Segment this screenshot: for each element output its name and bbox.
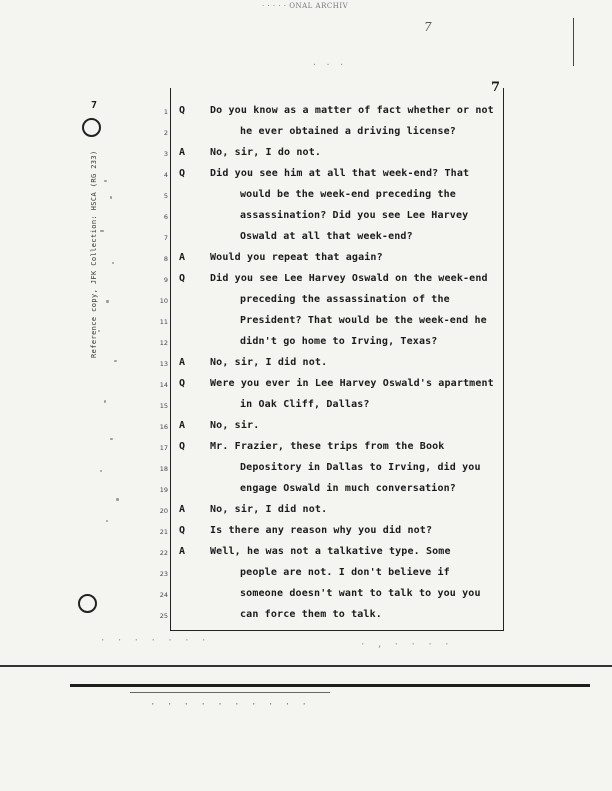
line-number: 2 xyxy=(163,129,168,137)
line-number: 8 xyxy=(163,255,168,263)
transcript-line xyxy=(0,398,612,418)
line-text: No, sir, I did not. xyxy=(210,504,328,515)
transcript-line xyxy=(0,566,612,586)
line-number: 3 xyxy=(163,150,168,158)
line-text: Oswald at all that week-end? xyxy=(240,231,413,242)
speaker-label: Q xyxy=(179,168,186,179)
transcript-line xyxy=(0,188,612,208)
corner-mark: 7 xyxy=(424,20,432,34)
line-number: 22 xyxy=(159,549,168,557)
line-number: 20 xyxy=(159,507,168,515)
line-number: 7 xyxy=(163,234,168,242)
line-number: 19 xyxy=(159,486,168,494)
speaker-label: A xyxy=(179,504,186,515)
line-number: 24 xyxy=(159,591,168,599)
line-number: 9 xyxy=(163,276,168,284)
transcript-line xyxy=(0,209,612,229)
line-text: No, sir, I did not. xyxy=(210,357,328,368)
line-number: 5 xyxy=(163,192,168,200)
line-number: 4 xyxy=(163,171,168,179)
line-text: Well, he was not a talkative type. Some xyxy=(210,546,451,557)
line-text: Depository in Dallas to Irving, did you xyxy=(240,462,481,473)
transcript-line xyxy=(0,482,612,502)
speaker-label: A xyxy=(179,357,186,368)
transcript-line xyxy=(0,503,612,523)
transcript-line xyxy=(0,440,612,460)
line-text: can force them to talk. xyxy=(240,609,382,620)
line-text: in Oak Cliff, Dallas? xyxy=(240,399,370,410)
side-reference-label: Reference copy, JFK Collection: HSCA (RG 233) xyxy=(90,150,98,358)
line-text: didn't go home to Irving, Texas? xyxy=(240,336,438,347)
transcript-line xyxy=(0,524,612,544)
line-number: 12 xyxy=(159,339,168,347)
line-text: No, sir. xyxy=(210,420,260,431)
line-number: 16 xyxy=(159,423,168,431)
line-text: Did you see him at all that week-end? That xyxy=(210,168,470,179)
line-text: someone doesn't want to talk to you you xyxy=(240,588,481,599)
scan-rule-1 xyxy=(0,665,612,667)
transcript-line xyxy=(0,293,612,313)
line-number: 14 xyxy=(159,381,168,389)
scan-noise-right: · , · · · · xyxy=(360,640,453,650)
transcript-line xyxy=(0,125,612,145)
transcript-line xyxy=(0,587,612,607)
scan-noise-top: · · · · · · · xyxy=(100,636,210,646)
line-text: people are not. I don't believe if xyxy=(240,567,450,578)
line-text: assassination? Did you see Lee Harvey xyxy=(240,210,469,221)
line-text: preceding the assassination of the xyxy=(240,294,450,305)
speaker-label: A xyxy=(179,420,186,431)
line-number: 1 xyxy=(163,108,168,116)
line-text: would be the week-end preceding the xyxy=(240,189,456,200)
right-page-number: 7 xyxy=(491,80,501,95)
line-text: Would you repeat that again? xyxy=(210,252,383,263)
speaker-label: A xyxy=(179,252,186,263)
transcript-frame-bottom xyxy=(170,630,504,631)
transcript-line xyxy=(0,545,612,565)
transcript-line xyxy=(0,167,612,187)
transcript-line xyxy=(0,104,612,124)
transcript-line xyxy=(0,251,612,271)
scan-edge-line xyxy=(573,18,574,66)
transcript-line xyxy=(0,461,612,481)
line-number: 15 xyxy=(159,402,168,410)
scan-noise-bottom: · · · · · · · · · · xyxy=(150,700,310,710)
left-page-number: 7 xyxy=(91,100,98,111)
transcript-line xyxy=(0,419,612,439)
line-text: Is there any reason why you did not? xyxy=(210,525,433,536)
line-number: 11 xyxy=(159,318,168,326)
speaker-label: Q xyxy=(179,441,186,452)
transcript-line xyxy=(0,146,612,166)
speaker-label: Q xyxy=(179,273,186,284)
transcript-line xyxy=(0,314,612,334)
line-number: 6 xyxy=(163,213,168,221)
line-text: he ever obtained a driving license? xyxy=(240,126,456,137)
archive-stamp: · · · · · ONAL ARCHIV xyxy=(262,2,349,10)
line-text: Were you ever in Lee Harvey Oswald's apartment xyxy=(210,378,494,389)
header-scribble: · · · xyxy=(312,60,347,69)
transcript-line xyxy=(0,377,612,397)
transcript-line xyxy=(0,335,612,355)
line-number: 10 xyxy=(159,297,168,305)
speaker-label: A xyxy=(179,546,186,557)
line-number: 25 xyxy=(159,612,168,620)
speaker-label: Q xyxy=(179,378,186,389)
scan-rule-3 xyxy=(130,692,330,693)
line-text: Do you know as a matter of fact whether or not xyxy=(210,105,494,116)
speaker-label: Q xyxy=(179,105,186,116)
transcript-line xyxy=(0,272,612,292)
line-text: Did you see Lee Harvey Oswald on the week-end xyxy=(210,273,488,284)
speaker-label: Q xyxy=(179,525,186,536)
line-text: No, sir, I do not. xyxy=(210,147,322,158)
transcript-line xyxy=(0,356,612,376)
line-text: engage Oswald in much conversation? xyxy=(240,483,456,494)
line-number: 13 xyxy=(159,360,168,368)
line-number: 18 xyxy=(159,465,168,473)
transcript-line xyxy=(0,230,612,250)
scan-rule-2 xyxy=(70,684,590,687)
line-number: 17 xyxy=(159,444,168,452)
line-number: 23 xyxy=(159,570,168,578)
line-text: President? That would be the week-end he xyxy=(240,315,487,326)
line-number: 21 xyxy=(159,528,168,536)
speaker-label: A xyxy=(179,147,186,158)
line-text: Mr. Frazier, these trips from the Book xyxy=(210,441,445,452)
transcript-line xyxy=(0,608,612,628)
